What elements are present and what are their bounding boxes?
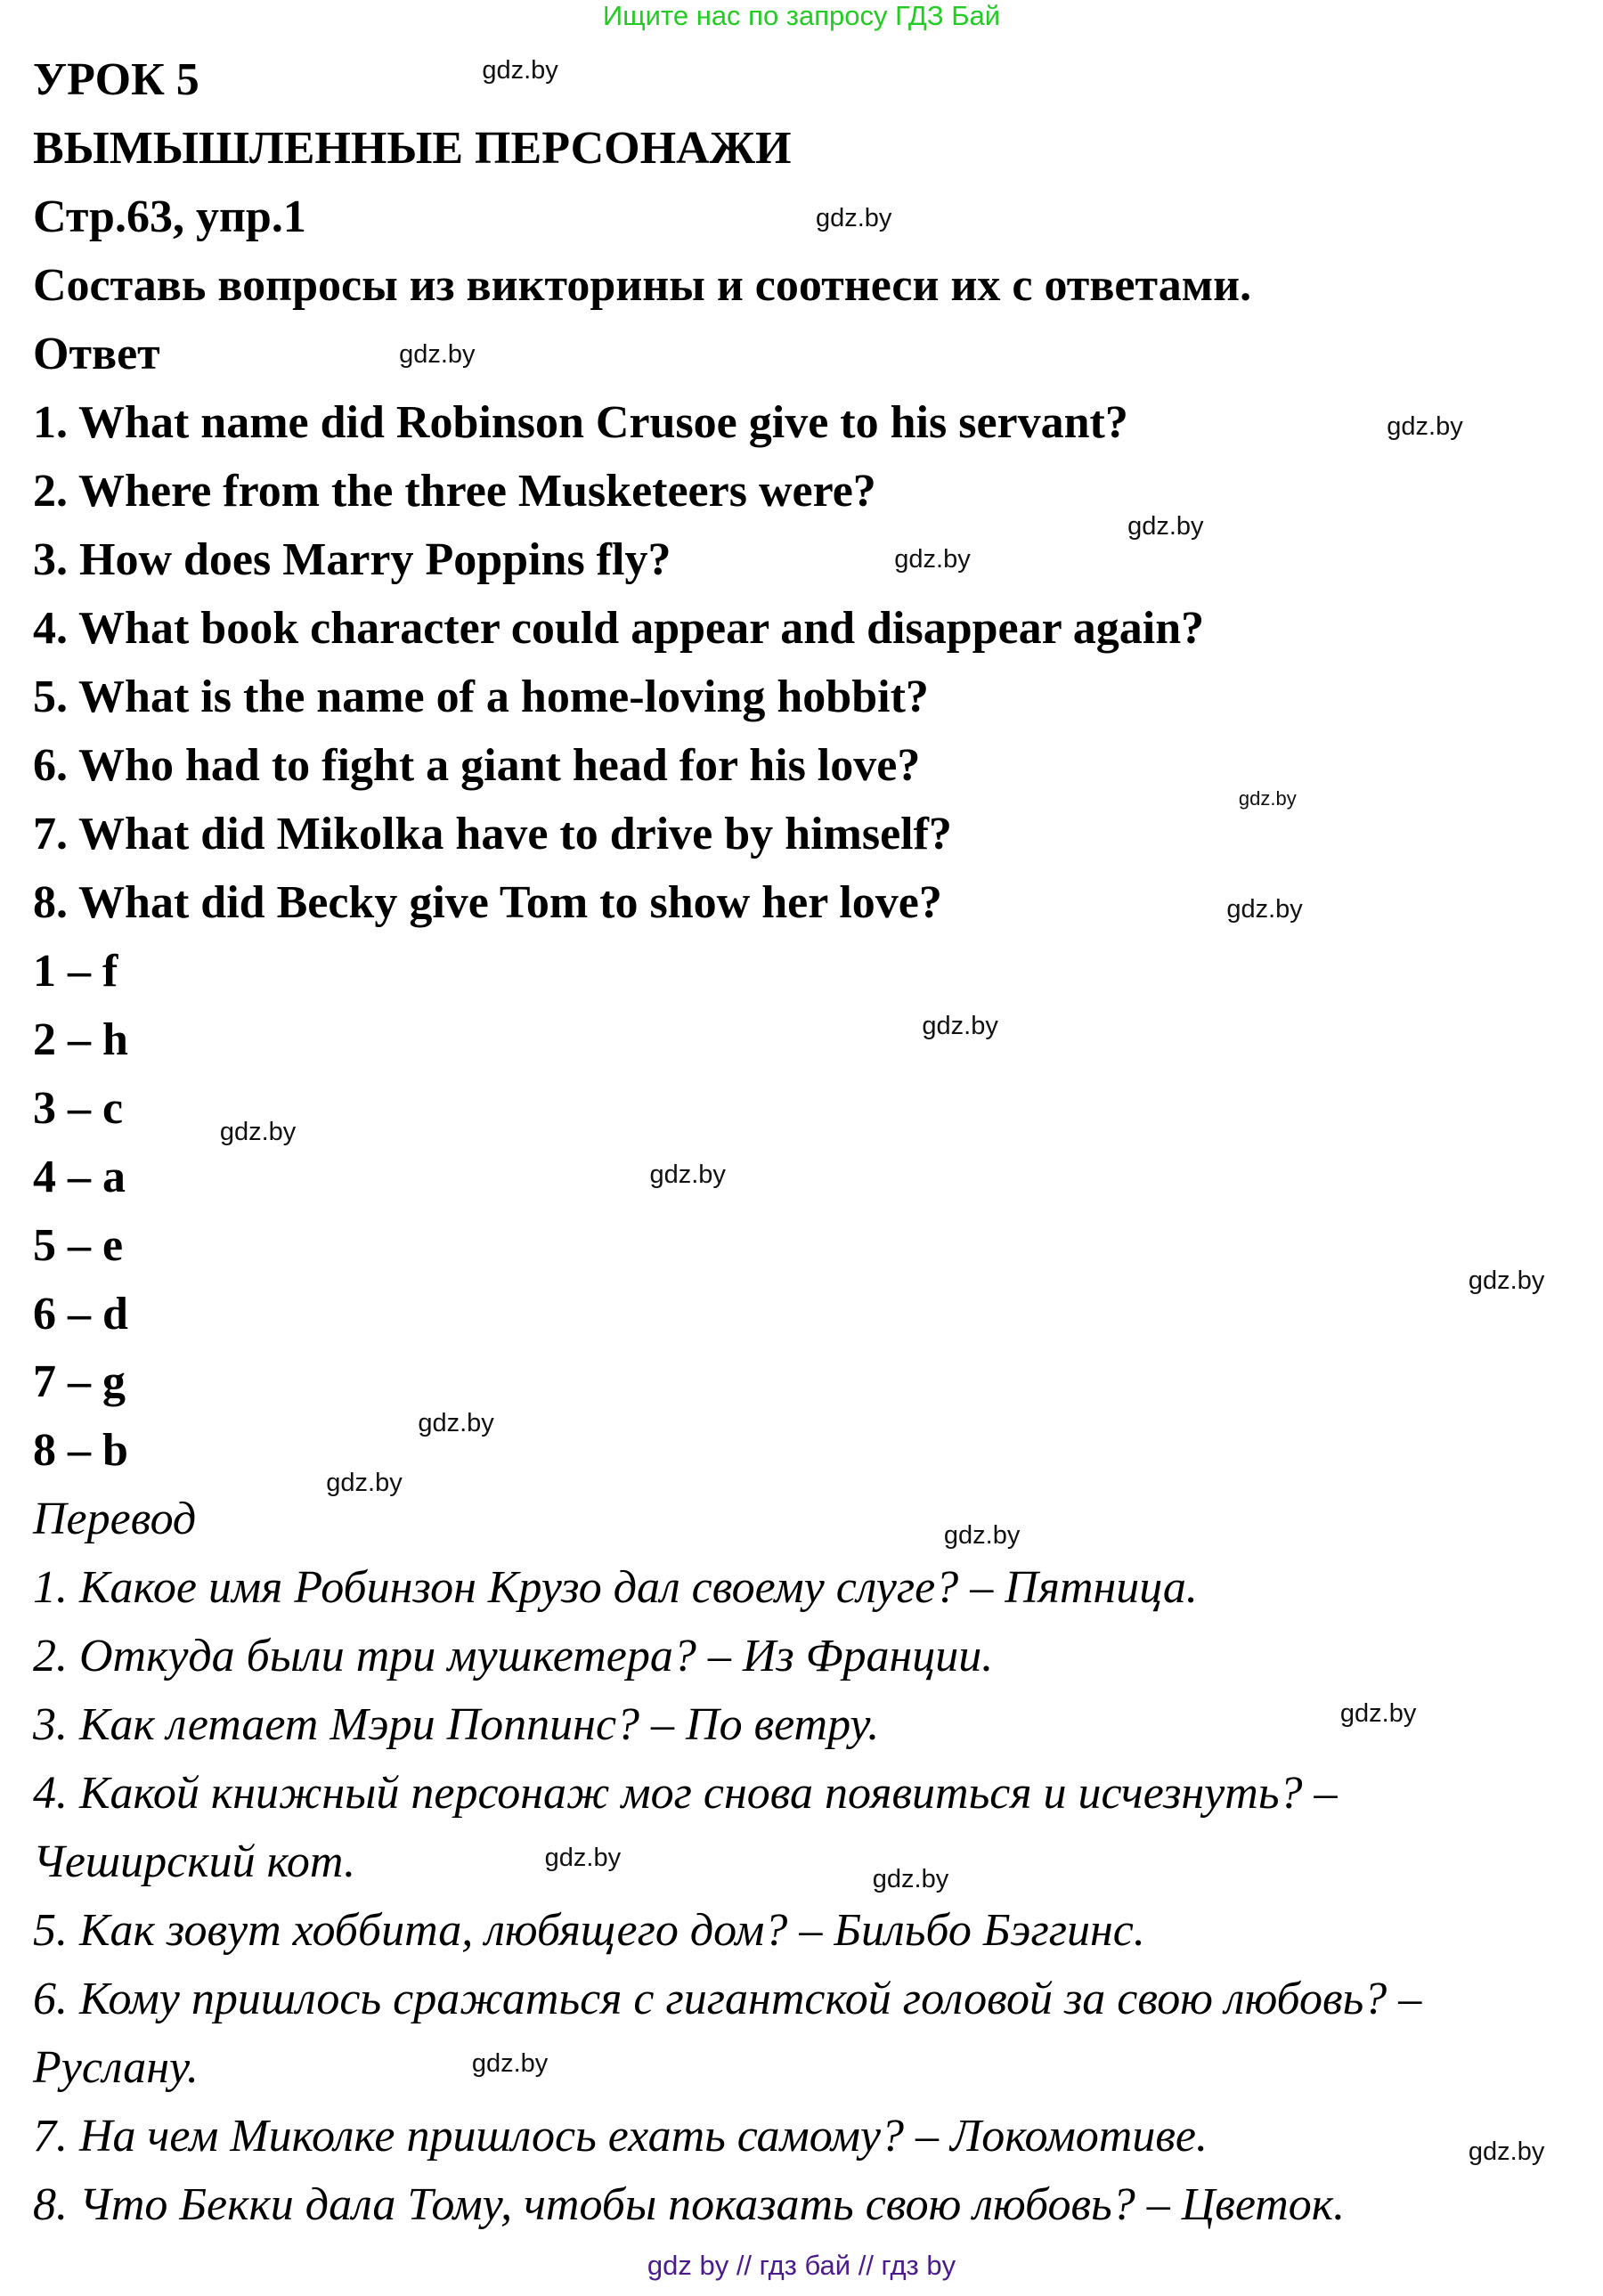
topic-title: ВЫМЫШЛЕННЫЕ ПЕРСОНАЖИ [33,122,792,174]
answer-match: 3 – c [33,1082,124,1134]
translation-line: 4. Какой книжный персонаж мог снова появиться и исчезнуть? – [33,1768,1338,1820]
watermark: gdz.by [1127,511,1204,541]
watermark: gdz.by [1339,1698,1417,1728]
search-banner: Ищите нас по запросу ГДЗ Бай [602,0,1001,31]
answer-match: 8 – b [33,1425,128,1477]
question-item: 1. What name did Robinson Crusoe give to his servant? [33,396,1128,448]
translation-line: 8. Что Бекки дала Тому, чтобы показать свою любовь? – Цветок. [33,2179,1346,2231]
translation-line: 1. Какое имя Робинзон Крузо дал своему слуге? – Пятница. [33,1562,1198,1614]
translation-line: 5. Как зовут хоббита, любящего дом? – Бильбо Бэггинс. [33,1905,1145,1957]
watermark: gdz.by [326,1469,403,1498]
watermark: gdz.by [1238,786,1297,810]
task-text: Составь вопросы из викторины и соотнеси их с ответами. [33,259,1252,311]
question-item: 8. What did Becky give Tom to show her love? [33,876,942,928]
watermark: gdz.by [418,1409,494,1438]
watermark: gdz.by [1468,2137,1545,2167]
translation-heading: Перевод [33,1494,197,1545]
translation-line: 3. Как летает Мэри Поппинс? – По ветру. [33,1699,880,1751]
watermark: gdz.by [399,339,476,369]
question-item: 7. What did Mikolka have to drive by himself? [33,808,952,859]
answer-heading: Ответ [33,328,160,379]
watermark: gdz.by [1226,894,1303,924]
question-item: 2. Where from the three Musketeers were? [33,465,876,517]
watermark: gdz.by [1468,1266,1545,1296]
footer-links[interactable]: gdz by // гдз бай // гдз by [647,2250,956,2281]
translation-line: Руслану. [33,2042,199,2094]
watermark: gdz.by [219,1118,297,1147]
watermark: gdz.by [815,204,892,233]
answer-match: 6 – d [33,1288,128,1339]
watermark: gdz.by [922,1011,998,1040]
watermark: gdz.by [894,545,971,574]
exercise-ref: Стр.63, упр.1 [33,191,306,242]
answer-match: 1 – f [33,945,118,997]
answer-match: 5 – e [33,1219,124,1271]
watermark: gdz.by [649,1160,726,1189]
translation-line: 6. Кому пришлось сражаться с гигантской головой за свою любовь? – [33,1974,1422,2025]
answer-match: 2 – h [33,1014,128,1065]
watermark: gdz.by [482,55,558,85]
answer-match: 7 – g [33,1356,126,1408]
question-item: 4. What book character could appear and disappear again? [33,602,1205,654]
watermark: gdz.by [872,1865,949,1894]
translation-line: 2. Откуда были три мушкетера? – Из Франции. [33,1631,994,1682]
lesson-title: УРОК 5 [33,53,199,105]
question-item: 3. How does Marry Poppins fly? [33,533,671,585]
translation-line: 7. На чем Миколке пришлось ехать самому? – Локомотиве. [33,2111,1208,2162]
translation-line: Чеширский кот. [33,1836,356,1888]
question-item: 5. What is the name of a home-loving hobbit? [33,671,929,722]
answer-match: 4 – a [33,1151,126,1202]
watermark: gdz.by [943,1521,1021,1551]
question-item: 6. Who had to fight a giant head for his love? [33,739,921,791]
watermark: gdz.by [471,2048,549,2078]
watermark: gdz.by [1387,412,1463,442]
watermark: gdz.by [544,1843,622,1872]
